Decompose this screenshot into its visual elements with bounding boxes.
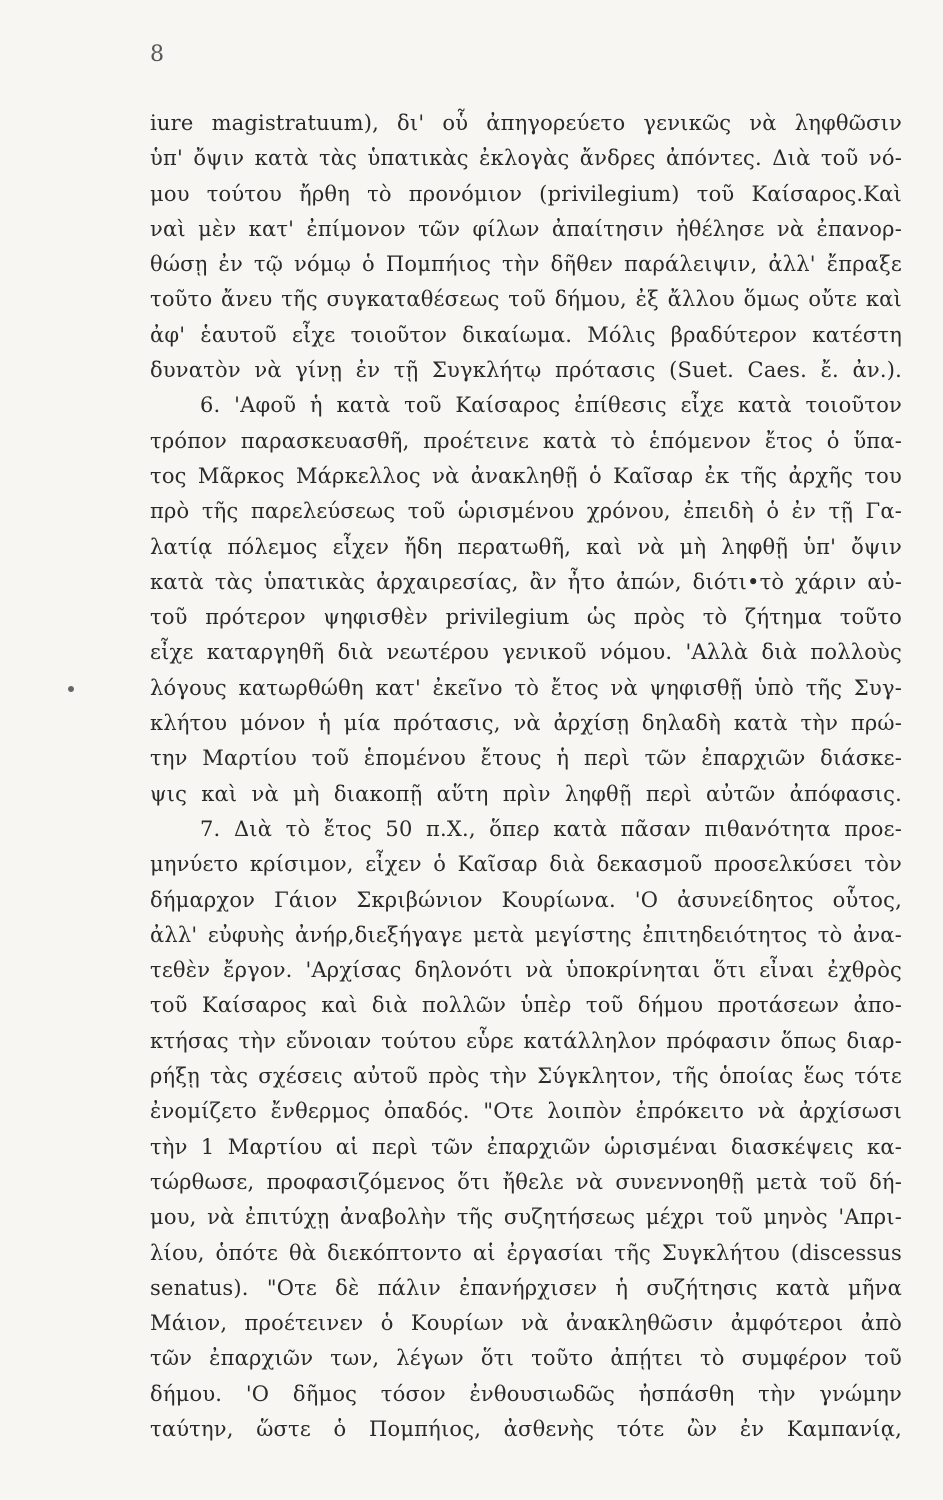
text-line: Μάιον, προέτεινεν ὁ Κουρίων νὰ ἀνακληθῶσιν ἀμφότεροι ἀπὸ [150, 1311, 902, 1336]
text-line: λόγους κατωρθώθη κατ' ἐκεῖνο τὸ ἔτος νὰ ψηφισθῇ ὑπὸ τῆς Συγ- [150, 675, 902, 700]
text-line: λίου, ὁπότε θὰ διεκόπτοντο αἱ ἐργασίαι τῆς Συγκλήτου (discessus [150, 1240, 902, 1265]
text-line: μηνύετο κρίσιμον, εἶχεν ὁ Καῖσαρ διὰ δεκασμοῦ προσελκύσει τὸν [150, 852, 902, 877]
text-line: κλήτου μόνον ἡ μία πρότασις, νὰ ἀρχίσῃ δηλαδὴ κατὰ τὴν πρώ- [150, 711, 902, 736]
text-line: ψις καὶ νὰ μὴ διακοπῇ αὕτη πρὶν ληφθῇ περὶ αὐτῶν ἀπόφασις. [150, 781, 902, 806]
text-line: senatus). "Οτε δὲ πάλιν ἐπανήρχισεν ἡ συζήτησις κατὰ μῆνα [150, 1275, 902, 1300]
text-line: δυνατὸν νὰ γίνῃ ἐν τῇ Συγκλήτῳ πρότασις (Suet. Caes. ἔ. ἀν.). [150, 358, 902, 383]
text-line: την Μαρτίου τοῦ ἑπομένου ἔτους ἡ περὶ τῶν ἐπαρχιῶν διάσκε- [150, 746, 902, 771]
text-line: κατὰ τὰς ὑπατικὰς ἀρχαιρεσίας, ἂν ἦτο ἀπών, διότι•τὸ χάριν αὐ- [150, 569, 902, 594]
text-line: ἀφ' ἑαυτοῦ εἶχε τοιοῦτον δικαίωμα. Μόλις βραδύτερον κατέστη [150, 322, 902, 347]
text-line: δήμαρχον Γάιον Σκριβώνιον Κουρίωνα. 'Ο ἀσυνείδητος οὗτος, [150, 887, 902, 912]
body-text [150, 106, 902, 1447]
paragraph-7-start: 7. Διὰ τὸ ἔτος 50 π.Χ., ὅπερ κατὰ πᾶσαν πιθανότητα προε- [200, 816, 902, 841]
text-line: τοῦ πρότερον ψηφισθὲν privilegium ὡς πρὸς τὸ ζήτημα τοῦτο [150, 605, 902, 630]
text-line: τῶν ἐπαρχιῶν των, λέγων ὅτι τοῦτο ἀπῄτει τὸ συμφέρον τοῦ [150, 1346, 902, 1371]
text-line: ἀλλ' εὐφυὴς ἀνήρ,διεξήγαγε μετὰ μεγίστης ἐπιτηδειότητος τὸ ἀνα- [150, 922, 902, 947]
text-line: ρήξῃ τὰς σχέσεις αὐτοῦ πρὸς τὴν Σύγκλητον, τῆς ὁποίας ἕως τότε [150, 1064, 902, 1089]
text-line: ἐνομίζετο ἔνθερμος ὀπαδός. "Οτε λοιπὸν ἐπρόκειτο νὰ ἀρχίσωσι [150, 1099, 902, 1124]
text-line: δήμου. 'Ο δῆμος τόσον ἐνθουσιωδῶς ἠσπάσθη τὴν γνώμην [150, 1381, 902, 1406]
text-line: πρὸ τῆς παρελεύσεως τοῦ ὡρισμένου χρόνου, ἐπειδὴ ὁ ἐν τῇ Γα- [150, 499, 902, 524]
text-line: τὴν 1 Μαρτίου αἱ περὶ τῶν ἐπαρχιῶν ὡρισμέναι διασκέψεις κα- [150, 1134, 902, 1159]
margin-dot-mark [68, 686, 74, 692]
text-line: τώρθωσε, προφασιζόμενος ὅτι ἤθελε νὰ συνεννοηθῇ μετὰ τοῦ δή- [150, 1169, 902, 1194]
text-line: μου, νὰ ἐπιτύχῃ ἀναβολὴν τῆς συζητήσεως μέχρι τοῦ μηνὸς 'Απρι- [150, 1205, 902, 1230]
text-line: μου τούτου ἤρθη τὸ προνόμιον (privilegium) τοῦ Καίσαρος.Καὶ [150, 181, 902, 206]
text-line: ὑπ' ὄψιν κατὰ τὰς ὑπατικὰς ἐκλογὰς ἄνδρες ἀπόντες. Διὰ τοῦ νό- [150, 146, 902, 171]
text-line: εἶχε καταργηθῆ διὰ νεωτέρου γενικοῦ νόμου. 'Αλλὰ διὰ πολλοὺς [150, 640, 902, 665]
text-line: λατίᾳ πόλεμος εἶχεν ἤδη περατωθῆ, καὶ νὰ μὴ ληφθῇ ὑπ' ὄψιν [150, 534, 902, 559]
text-line: τοῦτο ἄνευ τῆς συγκαταθέσεως τοῦ δήμου, ἐξ ἄλλου ὅμως οὔτε καὶ [150, 287, 902, 312]
text-line: τρόπον παρασκευασθῆ, προέτεινε κατὰ τὸ ἑπόμενον ἔτος ὁ ὕπα- [150, 428, 902, 453]
text-line: τοῦ Καίσαρος καὶ διὰ πολλῶν ὑπὲρ τοῦ δήμου προτάσεων ἀπο- [150, 993, 902, 1018]
text-line: iure magistratuum), δι' οὗ ἀπηγορεύετο γενικῶς νὰ ληφθῶσιν [150, 111, 902, 135]
text-line: κτήσας τὴν εὔνοιαν τούτου εὗρε κατάλληλον πρόφασιν ὅπως διαρ- [150, 1028, 902, 1053]
text-line: θώσῃ ἐν τῷ νόμῳ ὁ Πομπήιος τὴν δῆθεν παράλειψιν, ἀλλ' ἔπραξε [150, 252, 902, 277]
text-line: τεθὲν ἔργον. 'Αρχίσας δηλονότι νὰ ὑποκρίνηται ὅτι εἶναι ἐχθρὸς [150, 958, 902, 983]
text-line: τος Μᾶρκος Μάρκελλος νὰ ἀνακληθῇ ὁ Καῖσαρ ἐκ τῆς ἀρχῆς του [150, 463, 902, 488]
text-line: ναὶ μὲν κατ' ἐπίμονον τῶν φίλων ἀπαίτησιν ἠθέλησε νὰ ἐπανορ- [150, 216, 902, 241]
text-line: ταύτην, ὥστε ὁ Πομπήιος, ἀσθενὴς τότε ὢν ἐν Καμπανίᾳ, [150, 1416, 902, 1441]
page-number: 8 [150, 42, 164, 67]
paragraph-6-start: 6. 'Αφοῦ ἡ κατὰ τοῦ Καίσαρος ἐπίθεσις εἶχε κατὰ τοιοῦτον [200, 393, 902, 418]
